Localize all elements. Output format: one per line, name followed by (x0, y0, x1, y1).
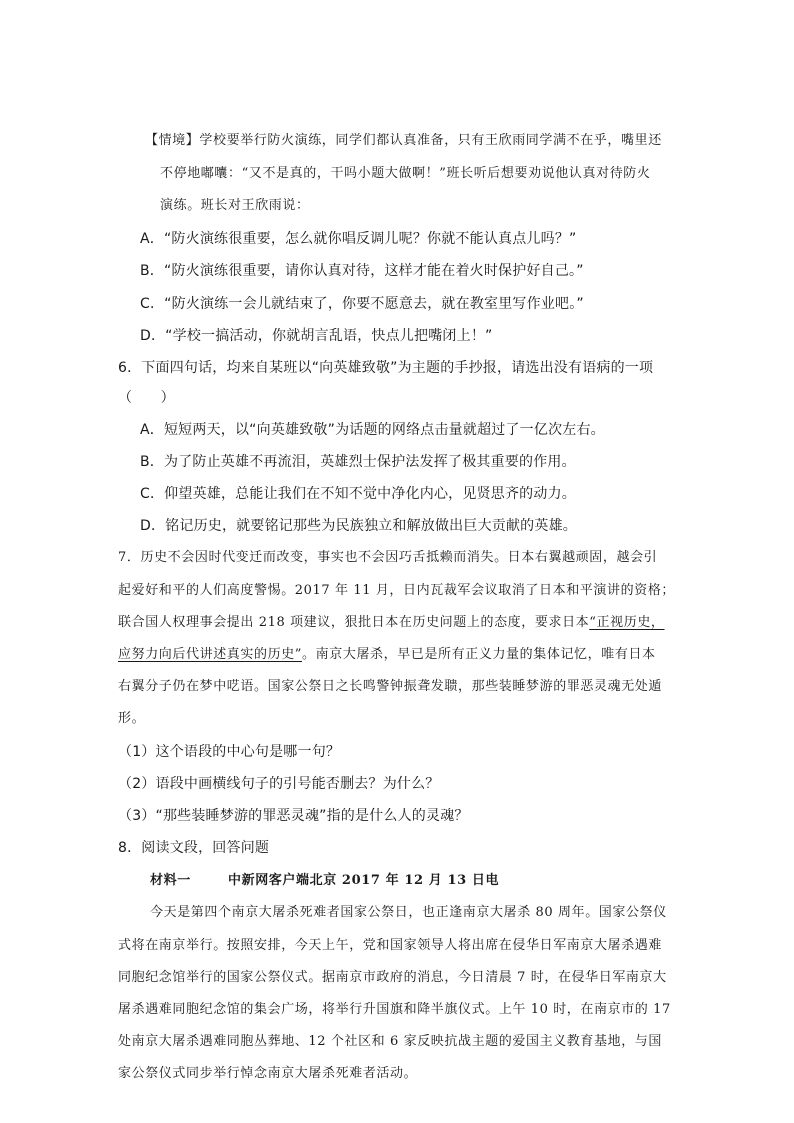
q6-option-c: C．仰望英雄，总能让我们在不知不觉中净化内心，见贤思齐的动力。 (140, 486, 576, 502)
q7-line-3 (118, 613, 665, 633)
q6-answer-blank: （ ） (118, 390, 175, 406)
q8-material-line-2: 式将在南京举行。按照安排，今天上午，党和国家领导人将出席在侵华日军南京大屠杀遇难 (118, 938, 663, 953)
q8-stem: 8．阅读文段，回答问题 (118, 840, 270, 856)
q7-line-4-text: 。南京大屠杀，早已是所有正义力量的集体记忆，唯有日本 (302, 647, 656, 662)
q7-sub-question-3: （3）“那些装睡梦游的罪恶灵魂”指的是什么人的灵魂？ (118, 808, 469, 824)
q8-material-line-6: 家公祭仪式同步举行悼念南京大屠杀死难者活动。 (118, 1066, 418, 1081)
scenario-option-a: A．“防火演练很重要，怎么就你唱反调儿呢？你就不能认真点儿吗？” (140, 231, 577, 247)
scenario-line-1: 【情境】学校要举行防火演练，同学们都认真准备，只有王欣雨同学满不在乎，嘴里还 (145, 133, 662, 148)
scenario-line-2: 不停地嘟囔：“又不是真的，干吗小题大做啊！”班长听后想要劝说他认真对待防火 (160, 166, 651, 181)
q6-stem: 6．下面四句话，均来自某班以“向英雄致敬”为主题的手抄报，请选出没有语病的一项 (118, 360, 654, 376)
scenario-option-d: D．“学校一搞活动，你就胡言乱语，快点儿把嘴闭上！” (140, 328, 493, 344)
q8-material-label: 材料一 (150, 873, 191, 888)
q8-material-line-5: 处南京大屠杀遇难同胞丛葬地、12 个社区和 6 家反映抗战主题的爱国主义教育基地，与国 (118, 1034, 663, 1049)
q6-option-d: D．铭记历史，就要铭记那些为民族独立和解放做出巨大贡献的英雄。 (140, 518, 577, 534)
q7-line-4 (118, 645, 656, 665)
q8-material-line-4: 屠杀遇难同胞纪念馆的集会广场，将举行升国旗和降半旗仪式。上午 10 时，在南京市的 17 (118, 1002, 671, 1017)
q8-material-line-1: 今天是第四个南京大屠杀死难者国家公祭日，也正逢南京大屠杀 80 周年。国家公祭仪 (150, 905, 667, 920)
q8-material-source: 中新网客户端北京 2017 年 12 月 13 日电 (228, 873, 500, 888)
q7-line-2: 起爱好和平的人们高度警惕。2017 年 11 月，日内瓦裁军会议取消了日本和平演讲的资格； (118, 583, 676, 598)
q6-option-b: B．为了防止英雄不再流泪，英雄烈士保护法发挥了极其重要的作用。 (140, 454, 576, 470)
q7-sub-question-2: （2）语段中画横线句子的引号能否删去？为什么？ (118, 776, 440, 792)
scenario-line-3: 演练。班长对王欣雨说： (160, 198, 310, 213)
q6-option-a: A．短短两天，以“向英雄致敬”为话题的网络点击量就超过了一亿次左右。 (140, 422, 605, 438)
q7-underlined-sentence-start: “正视历史， (589, 615, 665, 630)
q7-sub-question-1: （1）这个语段的中心句是哪一句？ (118, 744, 341, 760)
q7-line-5: 右翼分子仍在梦中呓语。国家公祭日之长鸣警钟振聋发聩，那些装睡梦游的罪恶灵魂无处遁 (118, 679, 663, 694)
q8-material-line-3: 同胞纪念馆举行的国家公祭仪式。据南京市政府的消息，今日清晨 7 时，在侵华日军南京大 (118, 970, 667, 985)
scenario-option-b: B．“防火演练很重要，请你认真对待，这样才能在着火时保护好自己。” (140, 263, 584, 279)
q7-line-3-text: 联合国人权理事会提出 218 项建议，狠批日本在历史问题上的态度，要求日本 (118, 615, 590, 630)
scenario-option-c: C．“防火演练一会儿就结束了，你要不愿意去，就在教室里写作业吧。” (140, 296, 584, 312)
q7-line-1: 7．历史不会因时代变迁而改变，事实也不会因巧舌抵赖而消失。日本右翼越顽固，越会引 (118, 550, 658, 565)
q7-line-6: 形。 (118, 711, 146, 726)
q7-underlined-sentence-end: 应努力向后代讲述真实的历史” (118, 647, 303, 662)
